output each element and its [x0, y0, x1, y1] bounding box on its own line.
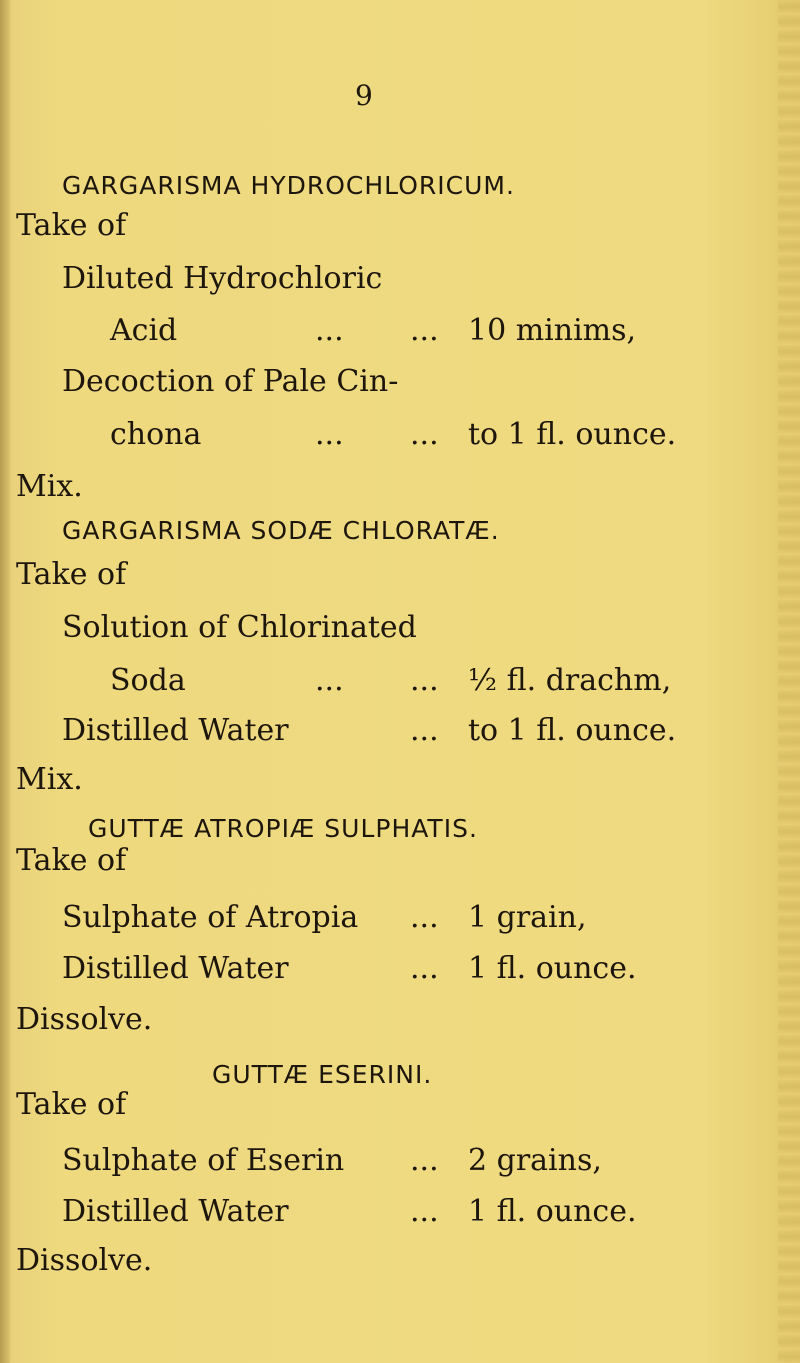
page-binding-edge [0, 0, 10, 1363]
section-title: GARGARISMA HYDROCHLORICUM. [62, 171, 515, 200]
take-of-label: Take of [16, 843, 127, 878]
ingredient-name: Soda [110, 663, 186, 698]
ingredient-name: Sulphate of Eserin [62, 1143, 345, 1178]
leader-dots: ... [410, 951, 439, 986]
leader-dots: ... [410, 663, 439, 698]
ingredient-quantity: 1 fl. ounce. [468, 951, 637, 986]
page-number: 9 [355, 79, 373, 112]
ingredient-quantity: to 1 fl. ounce. [468, 417, 677, 452]
leader-dots: ... [410, 417, 439, 452]
ingredient-name: chona [110, 417, 202, 452]
ingredient-name: Solution of Chlorinated [62, 610, 417, 645]
ingredient-quantity: ½ fl. drachm, [468, 663, 672, 698]
ingredient-name: Distilled Water [62, 951, 289, 986]
ingredient-name: Decoction of Pale Cin- [62, 364, 399, 399]
closing-instruction: Dissolve. [16, 1243, 153, 1278]
section-title: GUTTÆ ATROPIÆ SULPHATIS. [88, 814, 478, 843]
take-of-label: Take of [16, 1087, 127, 1122]
leader-dots: ... [410, 1194, 439, 1229]
leader-dots: ... [410, 313, 439, 348]
ingredient-quantity: 10 minims, [468, 313, 637, 348]
take-of-label: Take of [16, 557, 127, 592]
leader-dots: ... [315, 663, 344, 698]
closing-instruction: Mix. [16, 762, 83, 797]
take-of-label: Take of [16, 208, 127, 243]
closing-instruction: Dissolve. [16, 1002, 153, 1037]
ingredient-quantity: 2 grains, [468, 1143, 602, 1178]
ingredient-name: Distilled Water [62, 713, 289, 748]
page-right-edge [778, 0, 800, 1363]
ingredient-name: Sulphate of Atropia [62, 900, 359, 935]
leader-dots: ... [315, 313, 344, 348]
section-title: GUTTÆ ESERINI. [212, 1060, 433, 1089]
leader-dots: ... [410, 1143, 439, 1178]
section-title: GARGARISMA SODÆ CHLORATÆ. [62, 516, 500, 545]
ingredient-quantity: to 1 fl. ounce. [468, 713, 677, 748]
leader-dots: ... [315, 417, 344, 452]
ingredient-quantity: 1 fl. ounce. [468, 1194, 637, 1229]
ingredient-name: Distilled Water [62, 1194, 289, 1229]
leader-dots: ... [410, 900, 439, 935]
closing-instruction: Mix. [16, 469, 83, 504]
ingredient-quantity: 1 grain, [468, 900, 587, 935]
ingredient-name: Diluted Hydrochloric [62, 261, 383, 296]
ingredient-name: Acid [110, 313, 178, 348]
leader-dots: ... [410, 713, 439, 748]
